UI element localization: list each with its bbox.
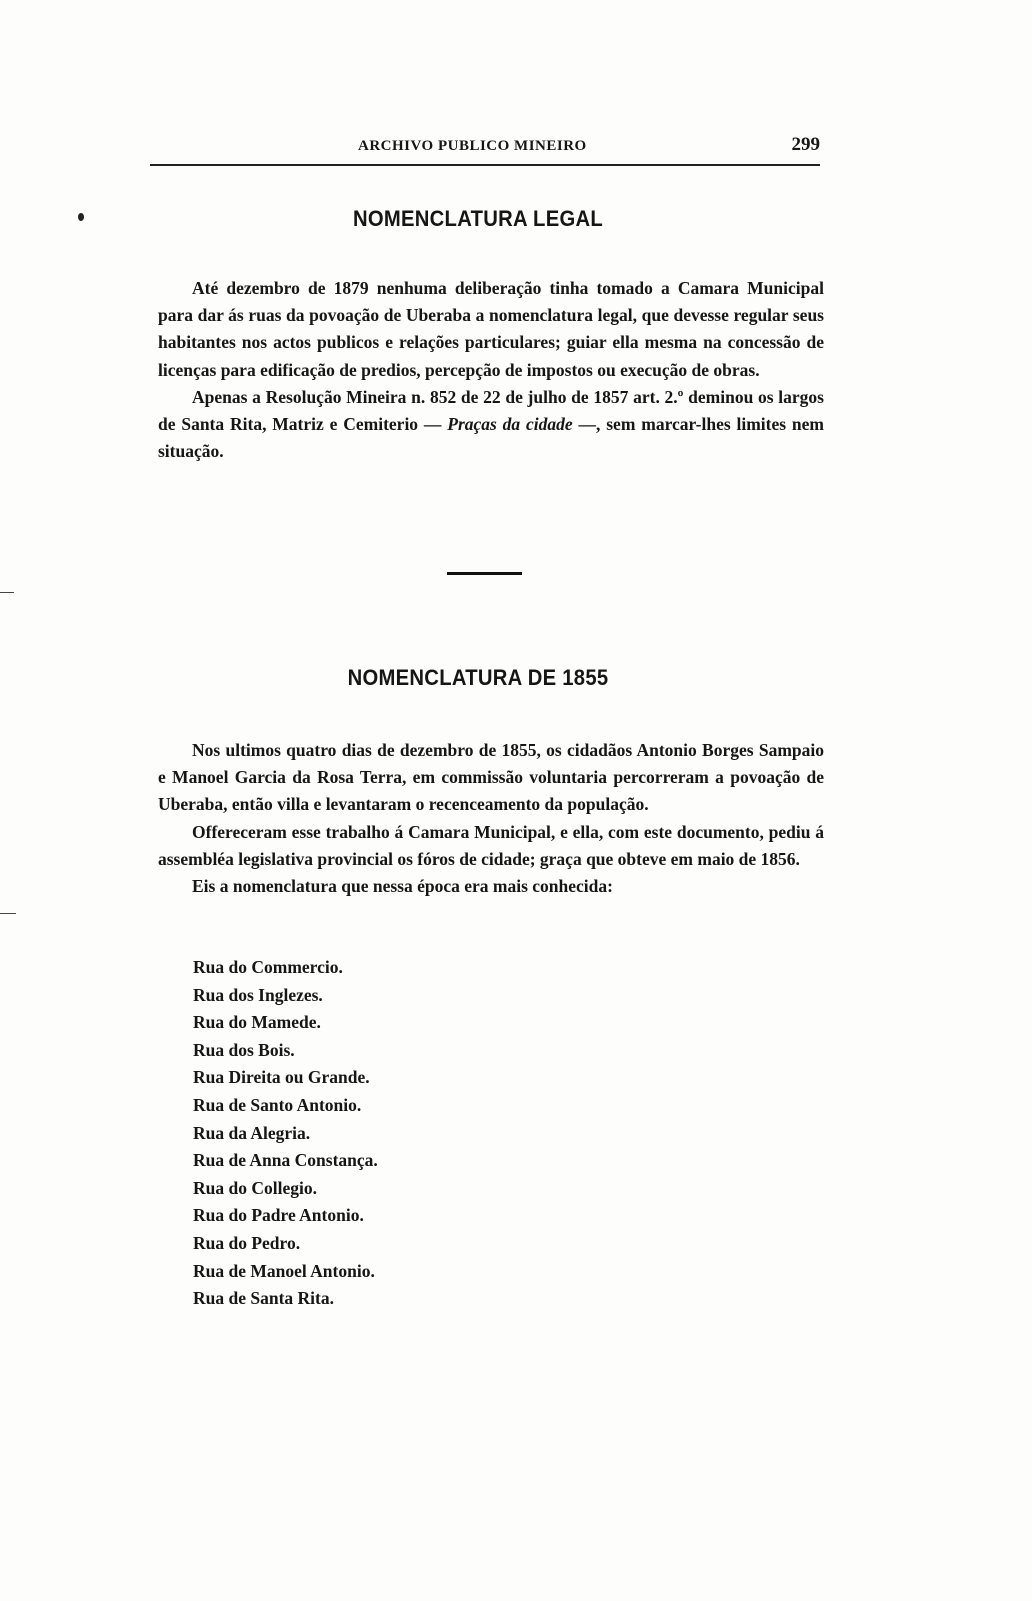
running-head [150, 134, 820, 160]
street-list [193, 954, 378, 1313]
list-item: Rua dos Bois. [193, 1039, 295, 1060]
list-item: Rua do Commercio. [193, 957, 343, 977]
list-item: Rua da Alegria. [193, 1122, 311, 1143]
list-item: Rua de Santo Antonio. [193, 1094, 362, 1115]
scan-mark [0, 592, 14, 593]
page-number: 299 [791, 134, 820, 155]
paragraph: Offereceram esse trabalho á Camara Municipal, e ella, com este documento, pediu á assembléa legislativa provincial os fóros de cidade; graça que obteve em maio de 1856. [158, 821, 824, 869]
list-item: Rua dos Inglezes. [193, 984, 323, 1005]
list-item: Rua de Manoel Antonio. [193, 1260, 375, 1281]
section-legal-body [158, 275, 824, 465]
list-item: Rua de Santa Rita. [193, 1288, 334, 1309]
running-title: ARCHIVO PUBLICO MINEIRO [358, 138, 587, 154]
list-item: Rua Direita ou Grande. [193, 1067, 370, 1088]
list-item: Rua do Pedro. [193, 1232, 301, 1253]
paragraph-text: Apenas a Resolução Mineira n. 852 de 22 de julho de 1857 art. 2.º deminou os largos de Santa Rita, Matriz e Cemiterio — [158, 386, 824, 435]
paragraph: Eis a nomenclatura que nessa época era mais conhecida: [192, 876, 613, 897]
header-rule [150, 164, 820, 166]
paragraph-text: —, sem marcar-lhes limites nem situação. [158, 414, 824, 462]
list-item: Rua de Anna Constança. [193, 1150, 378, 1171]
list-item: Rua do Padre Antonio. [193, 1205, 364, 1226]
list-item: Rua do Collegio. [193, 1177, 317, 1198]
paragraph: Nos ultimos quatro dias de dezembro de 1855, os cidadãos Antonio Borges Sampaio e Manoel Garcia da Rosa Terra, em commissão voluntaria percorreram a povoação de Uberaba, então villa e levantaram o recenceamento da população. [158, 740, 824, 815]
paragraph: Até dezembro de 1879 nenhuma deliberação tinha tomado a Camara Municipal para dar ás ruas da povoação de Uberaba a nomenclatura legal, que devesse regular seus habitantes nos actos publicos e relações particulares; guiar ella mesma na concessão de licenças para edificação de predios, percepção de impostos ou execução de obras. [158, 278, 824, 380]
paragraph [158, 384, 824, 466]
scan-mark [0, 913, 16, 914]
section-title-legal: NOMENCLATURA LEGAL [352, 205, 604, 231]
section-title-1855: NOMENCLATURA DE 1855 [347, 664, 609, 690]
section-divider [447, 572, 522, 575]
section-1855-body [158, 737, 824, 900]
list-item: Rua do Mamede. [193, 1012, 321, 1033]
italic-term: Praças da cidade [447, 414, 573, 435]
